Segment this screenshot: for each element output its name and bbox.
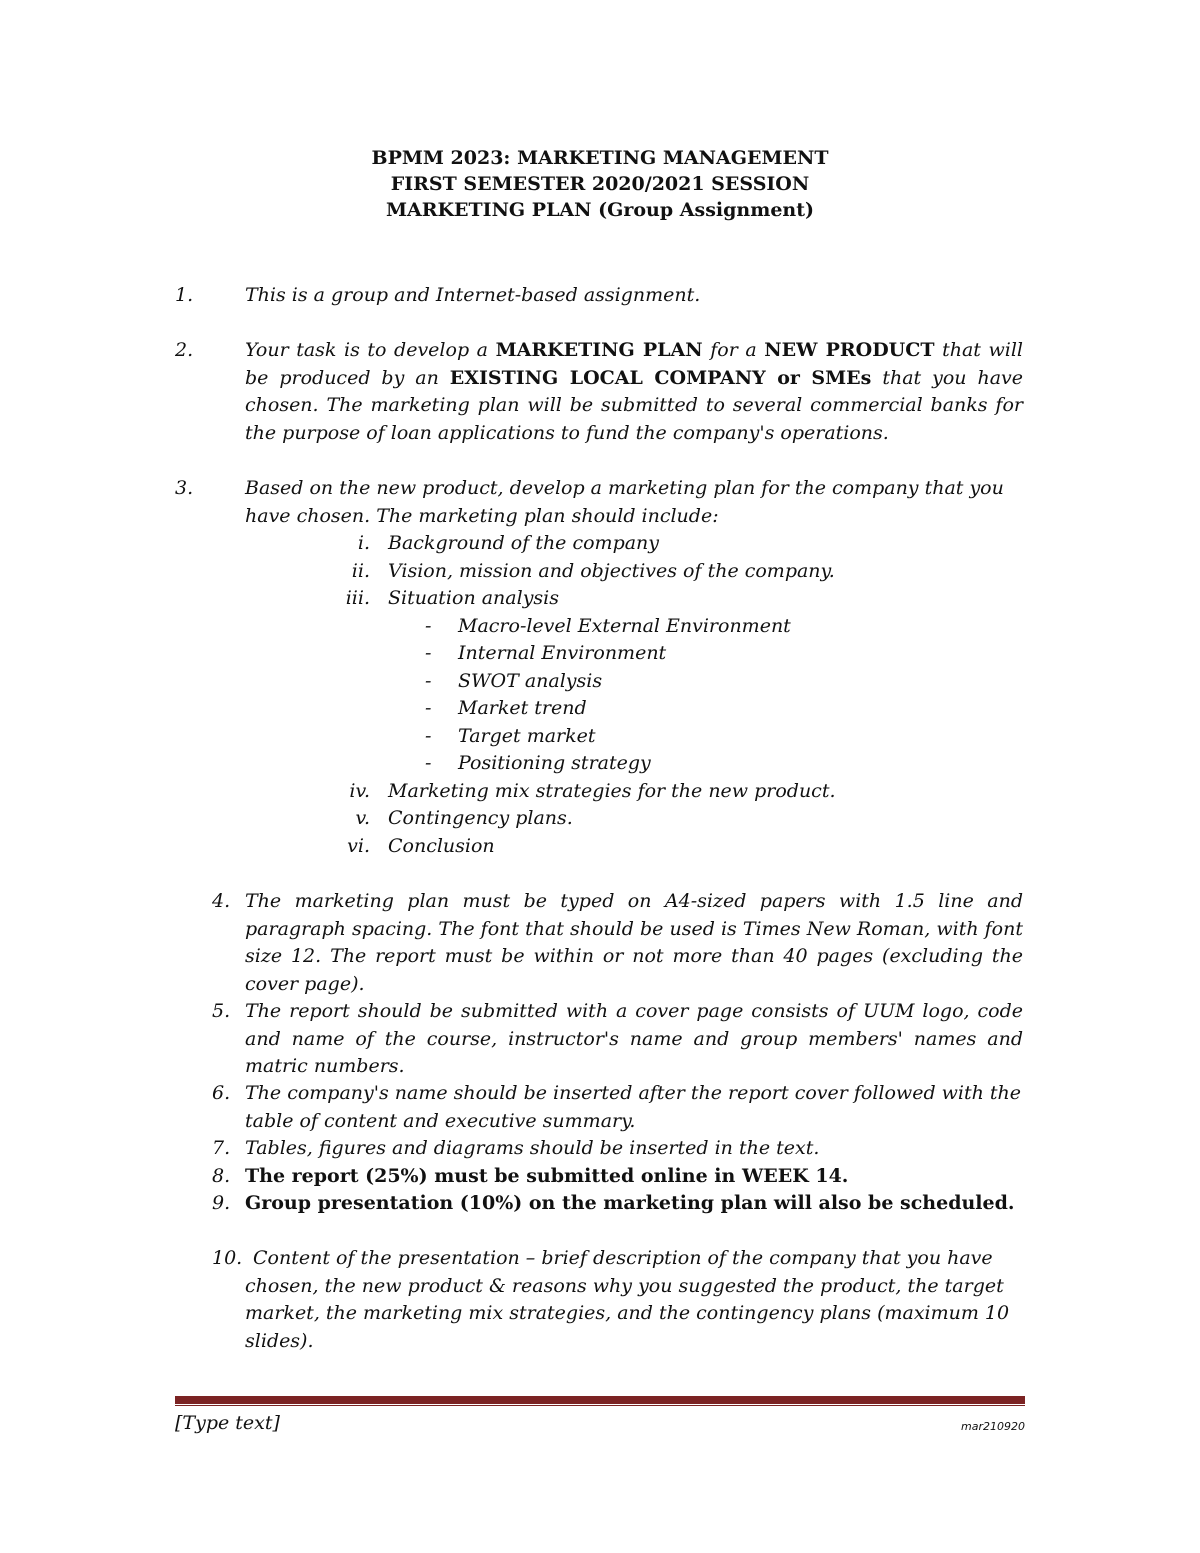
semester-title: FIRST SEMESTER 2020/2021 SESSION xyxy=(390,173,810,195)
footer-left-text: [Type text] xyxy=(175,1412,280,1434)
sub-item-number: iii. xyxy=(345,587,370,609)
item-2-part: that you have chosen. The marketing plan will be submitted to several commercial banks for the purpose of loan applications to fund the company's operations. xyxy=(245,366,1023,444)
dash-bullet: - xyxy=(425,642,432,664)
item-5-text: The report should be submitted with a cover page consists of UUM logo, code and name of the course, instructor's name and group members' names and matric numbers. xyxy=(245,1000,1023,1077)
item-1-number: 1. xyxy=(175,284,194,306)
footer-rule xyxy=(175,1396,1025,1404)
sub-item-number: vi. xyxy=(347,835,370,857)
item-2-text xyxy=(245,337,1023,447)
item-4-number: 4. xyxy=(212,890,231,912)
item-7-text: Tables, figures and diagrams should be inserted in the text. xyxy=(245,1137,820,1159)
dash-bullet: - xyxy=(425,752,432,774)
item-8-number: 8. xyxy=(212,1165,231,1187)
course-title: BPMM 2023: MARKETING MANAGEMENT xyxy=(371,147,829,169)
item-7-number: 7. xyxy=(212,1137,231,1159)
sub-item-number: i. xyxy=(357,532,370,554)
situation-item: SWOT analysis xyxy=(458,670,603,692)
item-6-number: 6. xyxy=(212,1082,231,1104)
dash-bullet: - xyxy=(425,725,432,747)
sub-item-text: Conclusion xyxy=(388,835,495,857)
item-2-part: that will be produced by an xyxy=(245,339,1023,389)
sub-item-number: ii. xyxy=(351,560,370,582)
situation-item: Target market xyxy=(458,725,596,747)
item-2-number: 2. xyxy=(175,339,194,361)
item-10-number: 10. xyxy=(212,1247,243,1269)
item-2-bold-company: EXISTING LOCAL COMPANY or SMEs xyxy=(449,366,872,389)
situation-item: Positioning strategy xyxy=(458,752,651,774)
item-4-text: The marketing plan must be typed on A4-sized papers with 1.5 line and paragraph spacing. The font that should be used is Times New Roman, with font size 12. The report must be within or not more than 40 pages (excluding the cover page). xyxy=(245,890,1023,995)
sub-item-text: Marketing mix strategies for the new product. xyxy=(388,780,836,802)
item-6-text: The company's name should be inserted after the report cover followed with the table of content and executive summary. xyxy=(245,1082,1022,1132)
situation-item: Internal Environment xyxy=(458,642,667,664)
sub-item-text: Situation analysis xyxy=(388,587,559,609)
footer-right-code: mar210920 xyxy=(961,1420,1025,1433)
item-1-text: This is a group and Internet-based assignment. xyxy=(245,284,701,306)
situation-item: Market trend xyxy=(458,697,587,719)
situation-item: Macro-level External Environment xyxy=(458,615,791,637)
sub-item-number: iv. xyxy=(349,780,370,802)
item-2-bold-new-product: NEW PRODUCT xyxy=(764,339,935,361)
sub-item-text: Vision, mission and objectives of the company. xyxy=(388,560,835,582)
dash-bullet: - xyxy=(425,697,432,719)
item-2-part: for a xyxy=(702,339,765,361)
item-3-number: 3. xyxy=(175,477,194,499)
dash-bullet: - xyxy=(425,615,432,637)
dash-bullet: - xyxy=(425,670,432,692)
assignment-title: MARKETING PLAN (Group Assignment) xyxy=(385,199,814,221)
item-9-number: 9. xyxy=(212,1192,231,1214)
sub-item-text: Contingency plans. xyxy=(388,807,573,829)
sub-item-text: Background of the company xyxy=(388,532,660,554)
item-2-part: Your task is to develop a xyxy=(245,339,496,361)
item-3-intro: Based on the new product, develop a marketing plan for the company that you have chosen. The marketing plan should include: xyxy=(245,477,1004,527)
document-header xyxy=(0,145,1200,223)
sub-item-number: v. xyxy=(355,807,370,829)
item-8-text: The report (25%) must be submitted online in WEEK 14. xyxy=(245,1165,849,1187)
item-10-text: Content of the presentation – brief description of the company that you have chosen, the new product & reasons why you suggested the product, the target market, the marketing mix strategies, and the contingency plans (maximum 10 slides). xyxy=(245,1247,1010,1352)
item-9-text: Group presentation (10%) on the marketing plan will also be scheduled. xyxy=(245,1192,1015,1214)
footer-rule-thin xyxy=(175,1405,1025,1406)
item-2-bold-marketing-plan: MARKETING PLAN xyxy=(495,339,703,361)
item-5-number: 5. xyxy=(212,1000,231,1022)
